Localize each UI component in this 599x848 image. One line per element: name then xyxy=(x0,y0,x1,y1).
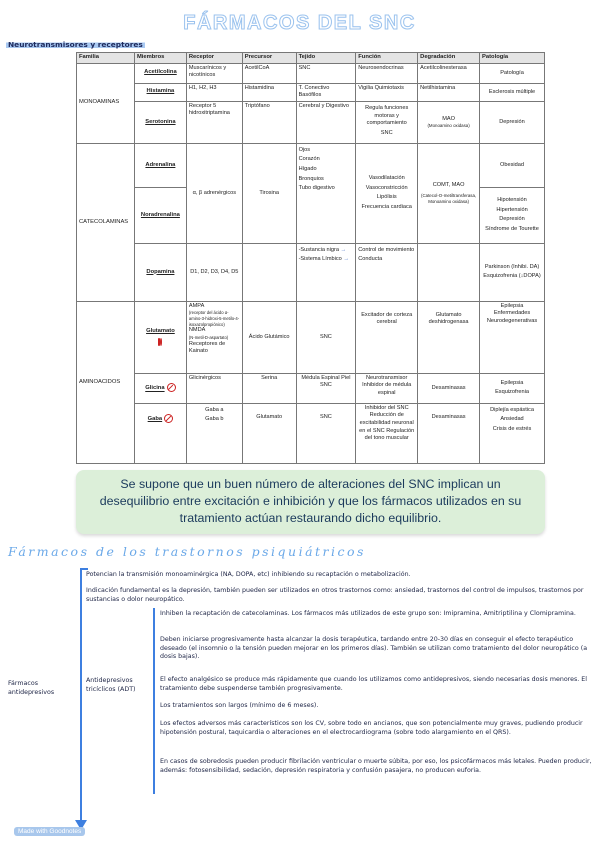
pathology-cell xyxy=(480,373,545,403)
pathology-cell: Esclerosis múltiple xyxy=(480,83,545,101)
handwritten-section-title: Fármacos de los trastornos psiquiátricos xyxy=(8,544,366,559)
member-cell xyxy=(134,301,186,373)
family-cell: MONOAMINAS xyxy=(77,63,135,143)
function-cell: Neurosendocrinas xyxy=(356,63,418,83)
table-row xyxy=(77,101,545,143)
label-farmacos-antidepresivos: Fármacos antidepresivos xyxy=(8,680,55,696)
tissue-cell: Cerebral y Digestivo xyxy=(296,101,356,143)
receptor-cell: α, β adrenérgicos xyxy=(186,143,242,243)
tissue-cell: Médula Espinal Piel SNC xyxy=(296,373,356,403)
member-cell: Noradrenalina xyxy=(134,187,186,243)
prohibited-icon xyxy=(167,383,176,392)
function-text: Regula funciones motoras y comportamiento xyxy=(365,105,409,127)
member-cell: Dopamina xyxy=(134,243,186,301)
tissue-text: Bronquios xyxy=(298,175,324,182)
tissue-text: Ojos xyxy=(298,146,311,153)
mindmap-hook xyxy=(80,568,88,570)
col-header: Miembros xyxy=(134,53,186,64)
neurotransmitter-table xyxy=(76,52,545,464)
pathology-text: Ansiedad xyxy=(500,416,524,423)
table-row xyxy=(77,143,545,187)
precursor-cell: Histamidina xyxy=(242,83,296,101)
member-text: Glutamato xyxy=(146,328,175,335)
member-cell xyxy=(134,403,186,463)
table-row xyxy=(77,83,545,101)
note-tratamientos: Los tratamientos son largos (mínimo de 6 meses). xyxy=(160,702,319,709)
member-cell: Acetilcolina xyxy=(134,63,186,83)
prohibited-icon xyxy=(164,414,173,423)
pathology-cell xyxy=(480,403,545,463)
precursor-cell: AcetilCoA xyxy=(242,63,296,83)
degradation-note: (Catecol-O-metiltransferasa, Monoamino oxidasa) xyxy=(421,193,477,205)
precursor-cell: Glutamato xyxy=(242,403,296,463)
receptor-cell xyxy=(186,403,242,463)
col-header: Patología xyxy=(480,53,545,64)
function-text: Frecuencia cardiaca xyxy=(361,203,412,210)
mindmap-main-line xyxy=(80,568,82,822)
table-header-row xyxy=(77,53,545,64)
degradation-text: MAO xyxy=(442,115,455,122)
note-potencian: Potencian la transmisión monoaminérgica (NA, DOPA, etc) inhibiendo su recaptación o metabolización. xyxy=(86,571,411,578)
degradation-cell: Acetilcolinesterasa xyxy=(418,63,480,83)
pathology-text: Síndrome de Tourette xyxy=(485,225,539,232)
mindmap-sub-line xyxy=(153,608,155,794)
receptor-text: AMPA xyxy=(188,302,205,309)
tissue-text: Corazón xyxy=(298,156,320,163)
receptor-cell: Glicinérgicos xyxy=(186,373,242,403)
member-cell: Adrenalina xyxy=(134,143,186,187)
precursor-cell: Triptófano xyxy=(242,101,296,143)
receptor-cell xyxy=(186,301,242,373)
member-cell: Histamina xyxy=(134,83,186,101)
precursor-cell xyxy=(242,243,296,301)
family-cell: CATECOLAMINAS xyxy=(77,143,135,301)
col-header: Degradación xyxy=(418,53,480,64)
page-title: FÁRMACOS DEL SNC xyxy=(183,12,416,34)
precursor-cell: Serina xyxy=(242,373,296,403)
col-header: Tejido xyxy=(296,53,356,64)
note-analgesico: El efecto analgésico se produce más rápidamente que cuando los utilizamos como antidepresivos, siendo necesarias dosis menores. El tratamiento debe suspenderse también progresivamente. xyxy=(160,676,588,692)
pathology-text: Hipertensión xyxy=(496,206,528,213)
section-label: Neurotransmisores y receptores xyxy=(8,40,143,49)
function-cell xyxy=(356,101,418,143)
pathology-text: Epilepsia xyxy=(500,379,524,386)
function-text: Conducta xyxy=(358,256,383,263)
member-cell: Serotonina xyxy=(134,101,186,143)
function-text: Vasoconstricción xyxy=(365,184,408,191)
receptor-text: Receptores de Kainato xyxy=(188,340,226,355)
callout-box: Se supone que un buen número de alteraciones del SNC implican un desequilibrio entre excitación e inhibición y que los fármacos utilizados en su tratamiento actúan restaurando dicho equilibrio. xyxy=(76,470,545,534)
member-text: Gaba xyxy=(147,415,163,422)
receptor-text: Gaba b xyxy=(205,416,224,423)
note-deben: Deben iniciarse progresivamente hasta alcanzar la dosis terapéutica, tardando entre 20-30 días en conseguir el efecto terapéutico deseado (el insomnio o la tensión pueden mejorar en los primeros días). También se utilizan como tratamiento del dolor neuropático (a dosis bajas). xyxy=(160,636,588,661)
tissue-nigra: -Sustancia nigra xyxy=(298,246,339,253)
pathology-cell: Epilepsia Enfermedades Neurodegenerativas xyxy=(480,301,545,373)
arrow-right-icon: → xyxy=(340,246,347,253)
member-text: Glicina xyxy=(145,385,165,392)
tissue-cell xyxy=(296,143,356,243)
function-text: SNC xyxy=(380,129,393,136)
table-row xyxy=(77,301,545,373)
pathology-cell xyxy=(480,243,545,301)
function-cell: Excitador de corteza cerebral xyxy=(356,301,418,373)
receptor-note: (N-metil-D-aspartato) xyxy=(188,335,229,341)
col-header: Función xyxy=(356,53,418,64)
pathology-text: Depresión xyxy=(499,216,525,223)
col-header: Precursor xyxy=(242,53,296,64)
table-row xyxy=(77,243,545,301)
tissue-cell: SNC xyxy=(296,403,356,463)
degradation-cell xyxy=(418,101,480,143)
note-adversos: Los efectos adversos más característicos son los CV, sobre todo en ancianos, que son potencialmente muy graves, pudiendo producir hipotensión postural, taquicardia o alteraciones en el electrocardiograma (sobre todo alargamiento en el QRS). xyxy=(160,720,583,736)
tissue-text: Hígado xyxy=(298,166,317,172)
tissue-cell: T. Conectivo Basófilos xyxy=(296,83,356,101)
pathology-cell: Depresión xyxy=(480,101,545,143)
goodnotes-badge: Made with Goodnotes xyxy=(14,827,85,836)
degradation-cell xyxy=(418,143,480,243)
note-inhiben: Inhiben la recaptación de catecolaminas. Los fármacos más utilizados de este grupo son: Imipramina, Amitriptilina y Clomipramina. xyxy=(160,610,576,617)
exclamation-icon xyxy=(157,339,163,347)
receptor-note: (receptor del ácido α-amino-3-hidroxi-5-metilo-4-isoxazolpropiónico) xyxy=(188,310,240,327)
note-sobredosis: En casos de sobredosis pueden producir fibrilación ventricular o muerte súbita, por eso, los psicofármacos más letales. Pueden producir, además: fotosensibilidad, sedación, depresión respiratoria y confusión pasajera, no producen euforia. xyxy=(160,758,592,774)
degradation-cell: Glutamato deshidrogenasa xyxy=(418,301,480,373)
table-row xyxy=(77,403,545,463)
tissue-text xyxy=(299,247,354,255)
note-indicacion: Indicación fundamental es la depresión, también pueden ser utilizados en otros trastornos como: ansiedad, trastornos del control de impulsos, trastornos por sustancias o dolor neuropático. xyxy=(86,587,584,603)
pathology-text: Parkinson (Inhibi. DA) xyxy=(484,263,540,270)
pathology-text: Esquizofrenia (↓DOPA) xyxy=(483,273,541,280)
function-text: Control de movimiento xyxy=(358,246,415,253)
degradation-cell: Netilhistamina xyxy=(418,83,480,101)
function-cell xyxy=(356,243,418,301)
pathology-cell xyxy=(480,187,545,243)
tissue-text: Tubo digestivo xyxy=(298,185,335,192)
family-cell: AMINOACIDOS xyxy=(77,301,135,463)
col-header: Receptor xyxy=(186,53,242,64)
pathology-text: Diplejía espástica xyxy=(490,406,534,413)
tissue-cell xyxy=(296,243,356,301)
function-cell: Vigilia Quimiotaxis xyxy=(356,83,418,101)
arrow-right-icon: → xyxy=(343,256,349,263)
receptor-cell: H1, H2, H3 xyxy=(186,83,242,101)
label-antidepresivos-triciclicos: Antidepresivos tricíclicos (ADT) xyxy=(86,677,136,693)
receptor-cell: Receptor 5 hidroxitriptamina xyxy=(186,101,242,143)
tissue-cell: SNC xyxy=(296,63,356,83)
degradation-text: COMT, MAO xyxy=(432,181,465,188)
tissue-text xyxy=(299,256,354,264)
pathology-text: Crisis de estrés xyxy=(492,426,532,432)
degradation-note: (Monoamino oxidasa) xyxy=(427,123,470,129)
precursor-cell: Tirosina xyxy=(242,143,296,243)
pathology-cell: Patología xyxy=(480,63,545,83)
tissue-limbic: -Sistema Límbico xyxy=(298,256,342,263)
receptor-cell: D1, D2, D3, D4, D5 xyxy=(186,243,242,301)
degradation-cell xyxy=(418,243,480,301)
function-text: Lipólisis xyxy=(376,194,397,201)
table-row xyxy=(77,373,545,403)
receptor-cell: Muscarínicos y nicotínicos xyxy=(186,63,242,83)
precursor-cell: Ácido Glutámico xyxy=(242,301,296,373)
degradation-cell: Desaminasas xyxy=(418,403,480,463)
tissue-cell: SNC xyxy=(296,301,356,373)
receptor-text: Gaba a xyxy=(205,406,224,413)
pathology-text: Esquizofrenia xyxy=(495,389,529,396)
function-cell: Neurotransmisor Inhibidor de médula espinal xyxy=(356,373,418,403)
table-row xyxy=(77,63,545,83)
function-cell: Inhibidor del SNC Reducción de excitabilidad neuronal en el SNC Regulación del tono muscular xyxy=(356,403,418,463)
function-text: Vasodilatación xyxy=(368,175,405,182)
pathology-cell: Obesidad xyxy=(480,143,545,187)
pathology-text: Hipotensión xyxy=(497,197,527,204)
degradation-cell: Desaminasas xyxy=(418,373,480,403)
receptor-text: NMDA xyxy=(188,327,206,334)
member-cell xyxy=(134,373,186,403)
col-header: Familia xyxy=(77,53,135,64)
function-cell xyxy=(356,143,418,243)
